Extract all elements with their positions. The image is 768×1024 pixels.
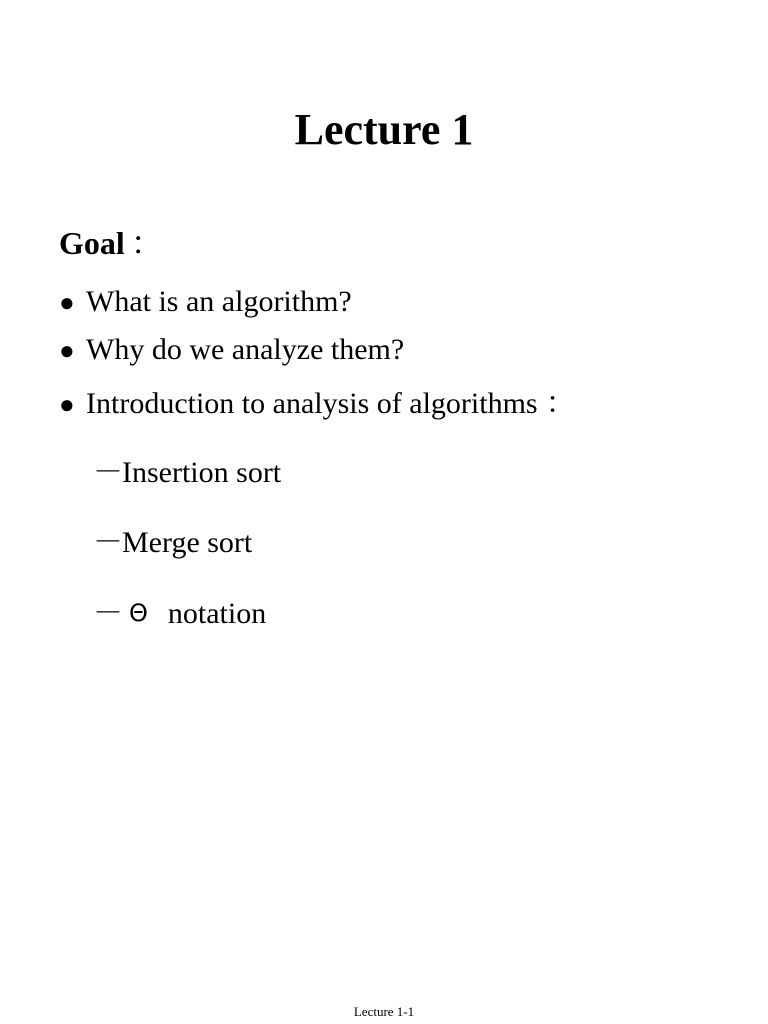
goal-label: Goal <box>59 225 125 261</box>
sub-marker: － <box>93 597 123 630</box>
bullet-text: Why do we analyze them? <box>86 333 405 366</box>
bullet-item <box>59 384 576 425</box>
sub-text: notation <box>167 597 267 630</box>
sub-item <box>93 523 252 563</box>
sub-marker: － <box>93 526 123 559</box>
bullet-marker: ● <box>59 390 75 419</box>
sub-text: Merge sort <box>122 526 253 559</box>
bullet-item <box>59 330 404 371</box>
bullet-marker: ● <box>59 288 75 317</box>
sub-item <box>93 453 281 493</box>
sub-text: Insertion sort <box>122 456 282 489</box>
sub-marker: － <box>93 456 123 489</box>
theta-symbol: Θ <box>129 599 148 627</box>
goal-heading <box>59 222 163 264</box>
page-footer: Lecture 1-1 <box>353 1004 415 1019</box>
bullet-item <box>59 282 352 323</box>
bullet-colon: ： <box>545 387 576 420</box>
bullet-text: Introduction to analysis of algorithms <box>86 387 538 420</box>
slide-title: Lecture 1 <box>294 105 474 154</box>
goal-colon: ： <box>130 225 163 261</box>
bullet-text: What is an algorithm? <box>86 285 352 318</box>
bullet-marker: ● <box>59 336 75 365</box>
sub-item <box>93 593 266 634</box>
